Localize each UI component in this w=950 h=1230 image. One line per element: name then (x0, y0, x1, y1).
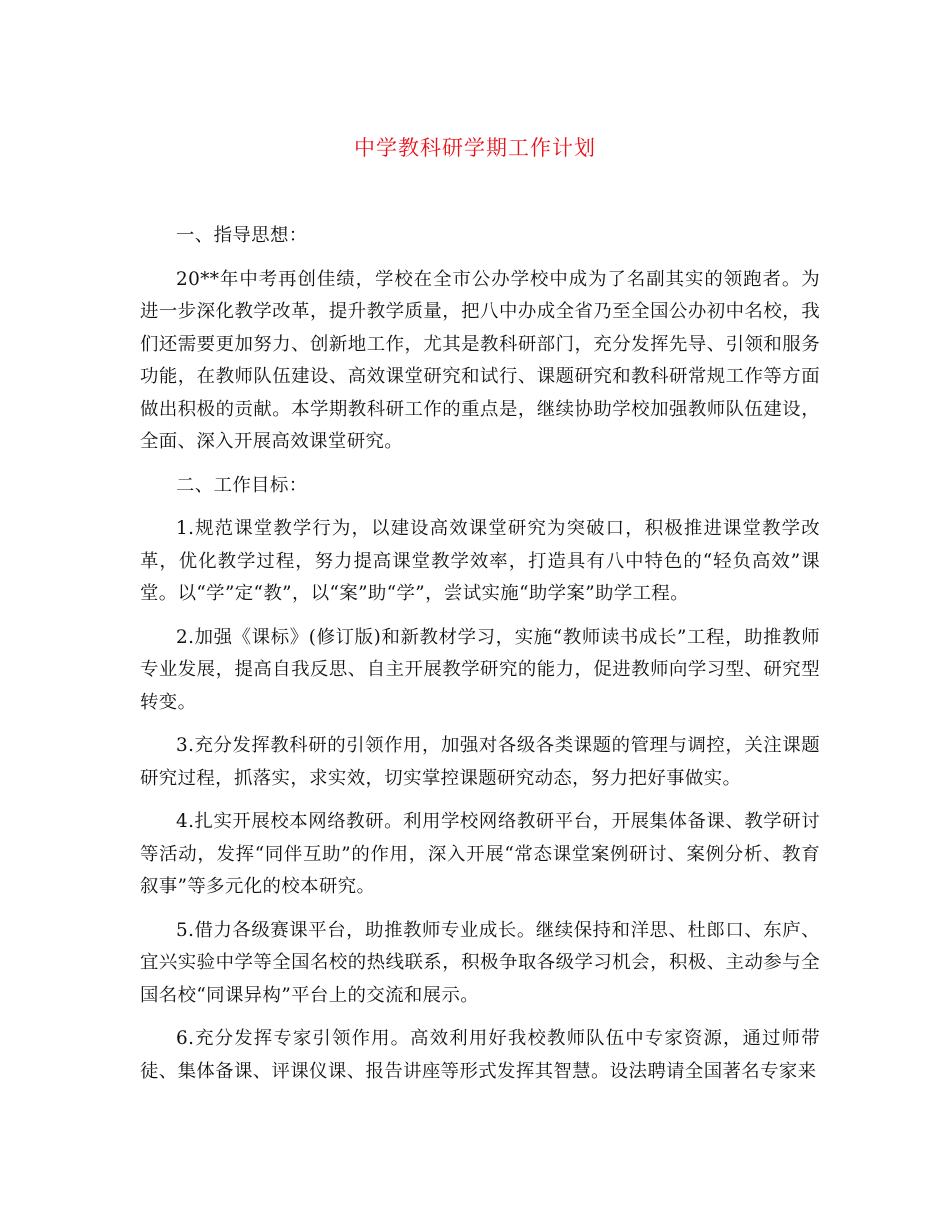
document-body (140, 220, 820, 1099)
paragraph-guiding-thought: 20**年中考再创佳绩，学校在全市公办学校中成为了名副其实的领跑者。为进一步深化教学改革，提升教学质量，把八中办成全省乃至全国公办初中名校，我们还需要更加努力、创新地工作，尤其是教科研部门，充分发挥先导、引领和服务功能，在教师队伍建设、高效课堂研究和试行、课题研究和教科研常规工作等方面做出积极的贡献。本学期教科研工作的重点是，继续协助学校加强教师队伍建设，全面、深入开展高效课堂研究。 (140, 268, 820, 452)
paragraph-goal-3: 3.充分发挥教科研的引领作用，加强对各级各类课题的管理与调控，关注课题研究过程，抓落实，求实效，切实掌控课题研究动态，努力把好事做实。 (140, 735, 820, 789)
section-heading-work-goals: 二、工作目标： (176, 474, 308, 496)
paragraph-goal-6: 6.充分发挥专家引领作用。高效利用好我校教师队伍中专家资源，通过师带徒、集体备课、评课仪课、报告讲座等形式发挥其智慧。设法聘请全国著名专家来 (140, 1028, 820, 1082)
document-title: 中学教科研学期工作计划 (354, 136, 596, 160)
paragraph-goal-5: 5.借力各级赛课平台，助推教师专业成长。继续保持和洋思、杜郎口、东庐、宜兴实验中学等全国名校的热线联系，积极争取各级学习机会，积极、主动参与全国名校“同课异构”平台上的交流和展示。 (140, 919, 820, 1006)
section-heading-guiding-thought: 一、指导思想： (176, 225, 308, 246)
paragraph-goal-4: 4.扎实开展校本网络教研。利用学校网络教研平台，开展集体备课、教学研讨等活动，发挥“同伴互助”的作用，深入开展“常态课堂案例研讨、案例分析、教育叙事”等多元化的校本研究。 (140, 811, 820, 897)
paragraph-goal-1: 1.规范课堂教学行为，以建设高效课堂研究为突破口，积极推进课堂教学改革，优化教学过程，努力提高课堂教学效率，打造具有八中特色的“轻负高效”课堂。以“学”定“教”，以“案”助“学”，尝试实施“助学案”助学工程。 (140, 518, 820, 604)
paragraph-goal-2: 2.加强《课标》(修订版)和新教材学习，实施“教师读书成长”工程，助推教师专业发展，提高自我反思、自主开展教学研究的能力，促进教师向学习型、研究型转变。 (140, 626, 820, 713)
